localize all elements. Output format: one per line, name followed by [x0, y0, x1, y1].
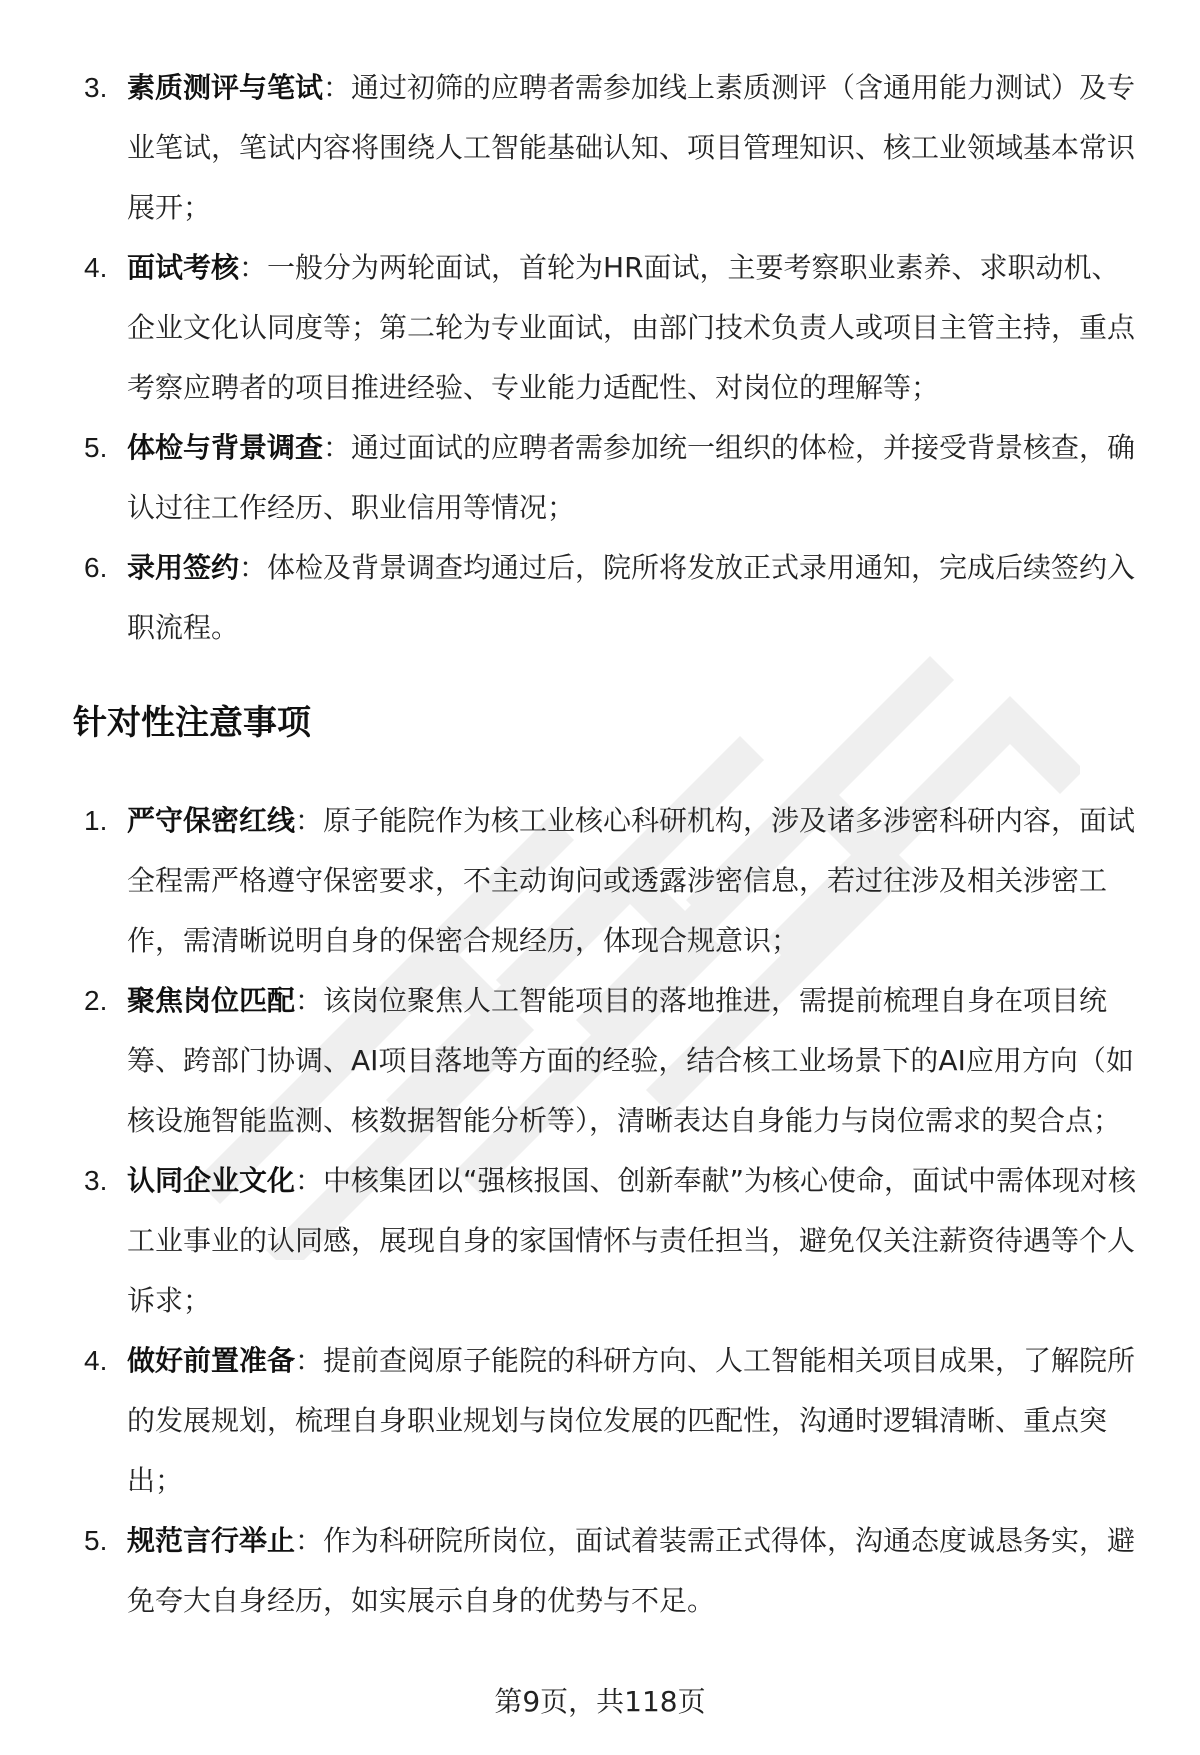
process-steps-list	[0, 58, 1200, 658]
item-text: ：通过初筛的应聘者需参加线上素质测评（含通用能力测试）及专业笔试，笔试内容将围绕人工智能基础认知、项目管理知识、核工业领域基本常识展开；	[127, 71, 1136, 224]
item-term: 体检与背景调查	[127, 431, 324, 464]
item-text: ：提前查阅原子能院的科研方向、人工智能相关项目成果，了解院所的发展规划，梳理自身职业规划与岗位发展的匹配性，沟通时逻辑清晰、重点突出；	[127, 1344, 1136, 1497]
list-item	[0, 538, 1200, 658]
item-term: 素质测评与笔试	[127, 71, 324, 104]
item-number: 5.	[84, 432, 108, 463]
item-number: 4.	[84, 252, 108, 283]
item-term: 认同企业文化	[127, 1164, 296, 1197]
item-term: 录用签约	[127, 551, 240, 584]
list-item	[0, 418, 1200, 538]
page-footer	[0, 1680, 1200, 1724]
list-item	[0, 1511, 1200, 1631]
list-item	[0, 971, 1200, 1151]
item-number: 6.	[84, 552, 108, 583]
item-number: 5.	[84, 1525, 108, 1556]
item-text: ：一般分为两轮面试，首轮为HR面试，主要考察职业素养、求职动机、企业文化认同度等；第二轮为专业面试，由部门技术负责人或项目主管主持，重点考察应聘者的项目推进经验、专业能力适配性、对岗位的理解等；	[127, 251, 1136, 404]
item-term: 聚焦岗位匹配	[127, 984, 296, 1017]
item-number: 3.	[84, 1165, 108, 1196]
list-item	[0, 238, 1200, 418]
list-item	[0, 58, 1200, 238]
item-number: 3.	[84, 72, 108, 103]
item-term: 严守保密红线	[127, 804, 296, 837]
item-number: 1.	[84, 805, 108, 836]
item-number: 2.	[84, 985, 108, 1016]
item-text: ：体检及背景调查均通过后，院所将发放正式录用通知，完成后续签约入职流程。	[127, 551, 1136, 644]
notice-list	[0, 791, 1200, 1631]
item-text: ：原子能院作为核工业核心科研机构，涉及诸多涉密科研内容，面试全程需严格遵守保密要求，不主动询问或透露涉密信息，若过往涉及相关涉密工作，需清晰说明自身的保密合规经历，体现合规意识；	[127, 804, 1136, 957]
item-text: ：通过面试的应聘者需参加统一组织的体检，并接受背景核查，确认过往工作经历、职业信用等情况；	[127, 431, 1136, 524]
section-title: 针对性注意事项	[73, 703, 311, 743]
item-number: 4.	[84, 1345, 108, 1376]
list-item	[0, 791, 1200, 971]
page-number-label: 第9页，共118页	[494, 1685, 706, 1718]
item-term: 面试考核	[127, 251, 240, 284]
list-item	[0, 1151, 1200, 1331]
item-text: ：该岗位聚焦人工智能项目的落地推进，需提前梳理自身在项目统筹、跨部门协调、AI项目落地等方面的经验，结合核工业场景下的AI应用方向（如核设施智能监测、核数据智能分析等），清晰表达自身能力与岗位需求的契合点；	[127, 984, 1134, 1137]
item-term: 规范言行举止	[127, 1524, 296, 1557]
list-item	[0, 1331, 1200, 1511]
item-text: ：作为科研院所岗位，面试着装需正式得体，沟通态度诚恳务实，避免夸大自身经历，如实展示自身的优势与不足。	[127, 1524, 1136, 1617]
item-term: 做好前置准备	[127, 1344, 296, 1377]
item-text: ：中核集团以“强核报国、创新奉献”为核心使命，面试中需体现对核工业事业的认同感，展现自身的家国情怀与责任担当，避免仅关注薪资待遇等个人诉求；	[127, 1164, 1137, 1317]
